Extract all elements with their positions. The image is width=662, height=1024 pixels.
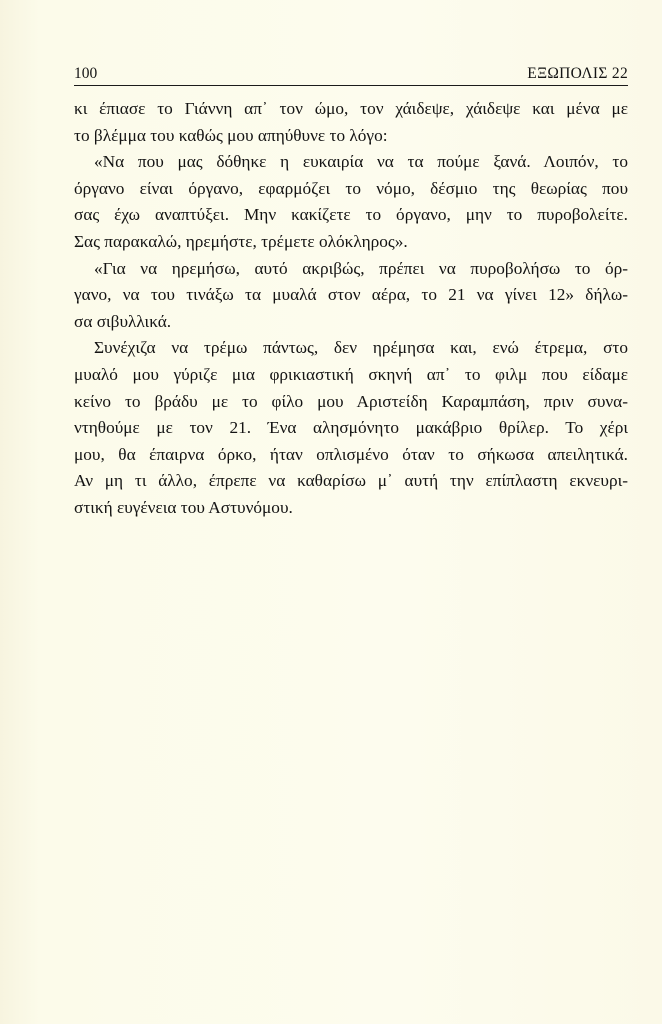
text-line: όργανο είναι όργανο, εφαρμόζει το νόμο, δέσμιο της θεωρίας που	[74, 178, 628, 198]
text-line: μυαλό μου γύριζε μια φρικιαστική σκηνή απ᾽ το φιλμ που είδαμε	[74, 364, 628, 384]
running-title: ΕΞΩΠΟΛΙΣ 22	[527, 65, 628, 82]
text-line: Αν μη τι άλλο, έπρεπε να καθαρίσω μ᾽ αυτή την επίπλαστη εκνευρι-	[74, 471, 628, 491]
text-line: «Να που μας δόθηκε η ευκαιρία να τα πούμε ξανά. Λοιπόν, το	[94, 152, 628, 172]
page-header	[74, 63, 628, 86]
text-line: ντηθούμε με τον 21. Ένα αλησμόνητο μακάβριο θρίλερ. Το χέρι	[74, 418, 628, 438]
text-line: σα σιβυλλικά.	[74, 311, 172, 331]
page-number: 100	[74, 65, 98, 82]
text-line: Σας παρακαλώ, ηρεμήστε, τρέμετε ολόκληρος».	[74, 231, 408, 251]
text-line: μου, θα έπαιρνα όρκο, ήταν οπλισμένο όταν το σήκωσα απειλητικά.	[74, 444, 628, 464]
text-line: κείνο το βράδυ με το φίλο μου Αριστείδη Καραμπάση, πριν συνα-	[74, 391, 628, 411]
text-line: «Για να ηρεμήσω, αυτό ακριβώς, πρέπει να πυροβολήσω το όρ-	[94, 258, 628, 278]
text-line: στική ευγένεια του Αστυνόμου.	[74, 497, 293, 517]
text-line: Συνέχιζα να τρέμω πάντως, δεν ηρέμησα και, ενώ έτρεμα, στο	[94, 338, 628, 358]
text-line: γανο, να του τινάξω τα μυαλά στον αέρα, το 21 να γίνει 12» δήλω-	[74, 285, 628, 305]
body-text	[74, 96, 628, 522]
text-line: κι έπιασε το Γιάννη απ᾽ τον ώμο, τον χάιδεψε, χάιδεψε και μένα με	[74, 99, 628, 118]
text-line: σας έχω αναπτύξει. Μην κακίζετε το όργανο, μην το πυροβολείτε.	[74, 205, 628, 225]
text-line: το βλέμμα του καθώς μου απηύθυνε το λόγο:	[74, 125, 388, 145]
